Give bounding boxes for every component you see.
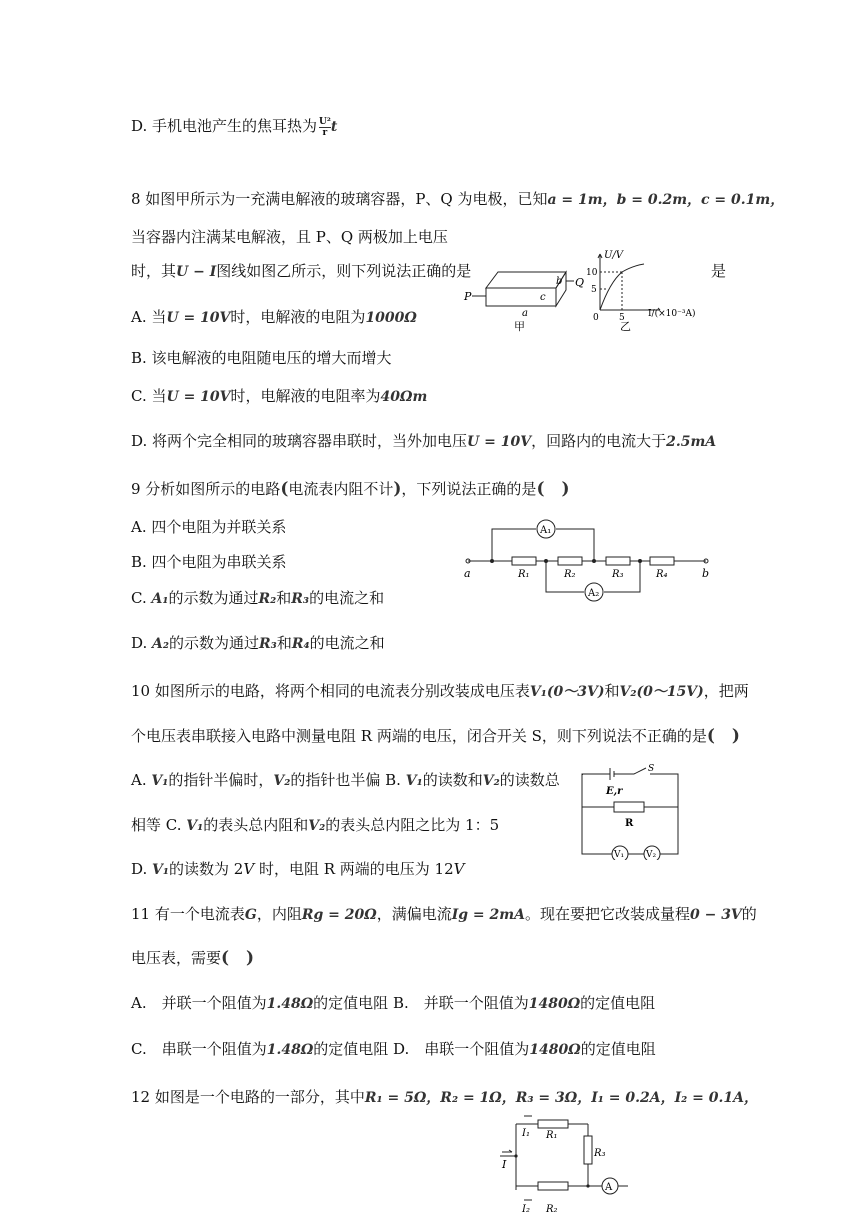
fig8-b: b <box>556 276 563 287</box>
q12-stem: 12 如图是一个电路的一部分，其中R₁ = 5Ω，R₂ = 1Ω，R₃ = 3Ω，I₁ = 0.2A，I₂ = 0.1A， <box>131 1088 758 1106</box>
fig8-x5: 5 <box>619 313 625 323</box>
q10-option-c: 相等 C. V₁的表头总内阻和V₂的表头总内阻之比为 1：5 <box>131 816 500 834</box>
fig8-x-axis: I/(×10⁻³A) <box>648 309 696 319</box>
q10-figure <box>574 764 686 860</box>
q8-stem-line1: 8 如图甲所示为一充满电解液的玻璃容器，P、Q 为电极，已知a = 1m，b = 0.2m，c = 0.1m， <box>131 190 785 208</box>
fig9-A2: A₂ <box>588 588 600 599</box>
q8-stem-line3: 时，其U − I图线如图乙所示，则下列说法正确的是 <box>131 262 472 280</box>
fig8-yi: 乙 <box>620 320 631 333</box>
fig9-R4: R₄ <box>656 569 668 580</box>
q10-options-ab: A. V₁的指针半偏时，V₂的指针也半偏 B. V₁的读数和V₂的读数总 <box>131 771 560 789</box>
q8-option-c: C. 当U = 10V时，电解液的电阻率为40Ωm <box>131 387 428 405</box>
q10-stem-line2: 个电压表串联接入电路中测量电阻 R 两端的电压，闭合开关 S，则下列说法不正确的是( ) <box>131 726 740 746</box>
q8-tail-char: 是 <box>711 262 727 280</box>
q8-option-d: D. 将两个完全相同的玻璃容器串联时，当外加电压U = 10V，回路内的电流大于2.5mA <box>131 432 717 450</box>
q9-option-d: D. A₂的示数为通过R₃和R₄的电流之和 <box>131 634 385 652</box>
fig9-b: b <box>702 567 710 580</box>
q8-figure <box>462 248 702 336</box>
fig10-V1: V₁ <box>614 850 625 860</box>
fig10-V2: V₂ <box>646 850 657 860</box>
q8-stem-line2: 当容器内注满某电解液，且 P、Q 两极加上电压 <box>131 228 448 246</box>
fig8-origin: 0 <box>593 313 599 323</box>
fig10-Er: E,r <box>606 786 623 797</box>
q9-option-b: B. 四个电阻为串联关系 <box>131 553 287 571</box>
fig12-A: A <box>605 1182 613 1193</box>
q11-stem-line2: 电压表，需要( ) <box>131 948 255 968</box>
q11-options-ab: A. 并联一个阻值为1.48Ω的定值电阻 B. 并联一个阻值为1480Ω的定值电阻 <box>131 994 656 1012</box>
fig8-Q: Q <box>575 276 585 289</box>
q11-options-cd: C. 串联一个阻值为1.48Ω的定值电阻 D. 串联一个阻值为1480Ω的定值电阻 <box>131 1040 656 1058</box>
q9-stem: 9 分析如图所示的电路(电流表内阻不计)，下列说法正确的是( ) <box>131 479 570 499</box>
fig12-R3: R₃ <box>594 1148 606 1159</box>
fig8-y-axis: U/V <box>604 250 624 261</box>
q12-figure <box>494 1114 630 1214</box>
fig12-I1: I₁ <box>522 1128 530 1139</box>
q9-option-c: C. A₁的示数为通过R₂和R₃的电流之和 <box>131 589 385 607</box>
q8-option-b: B. 该电解液的电阻随电压的增大而增大 <box>131 349 392 367</box>
fig8-c: c <box>540 292 546 303</box>
fig8-a: a <box>522 308 528 319</box>
fig9-A1: A₁ <box>540 525 552 536</box>
fig9-R1: R₁ <box>518 569 530 580</box>
fig12-I2: I₂ <box>522 1204 530 1214</box>
q10-option-d: D. V₁的读数为 2V 时，电阻 R 两端的电压为 12V <box>131 860 465 878</box>
fig8-y5: 5 <box>591 285 597 295</box>
q9-option-a: A. 四个电阻为并联关系 <box>131 518 287 536</box>
fig9-a: a <box>464 567 471 580</box>
q11-stem-line1: 11 有一个电流表G，内阻Rg = 20Ω，满偏电流Ig = 2mA。现在要把它改装成量程0 − 3V的 <box>131 905 757 923</box>
fig12-R1: R₁ <box>546 1130 558 1141</box>
q8-option-a: A. 当U = 10V时，电解液的电阻为1000Ω <box>131 308 417 326</box>
fig12-I: I <box>502 1158 507 1171</box>
q10-stem-line1: 10 如图所示的电路，将两个相同的电流表分别改装成电压表V₁(0～3V)和V₂(0～15V)，把两 <box>131 682 749 700</box>
q9-figure <box>462 517 718 603</box>
q7-option-d: D. 手机电池产生的焦耳热为 $\frac{\text{U²}}{r}$ t <box>131 116 338 138</box>
fig10-S: S <box>648 764 655 774</box>
fig10-R: R <box>625 818 634 829</box>
fig12-R2: R₂ <box>546 1204 558 1214</box>
fraction-u2-over-r: $\frac{\text{U²}}{r}$ <box>319 116 331 138</box>
fig9-R2: R₂ <box>564 569 576 580</box>
fig8-y10: 10 <box>586 268 598 278</box>
fig8-jia: 甲 <box>514 320 525 333</box>
fig8-P: P <box>464 290 472 303</box>
fig9-R3: R₃ <box>612 569 624 580</box>
